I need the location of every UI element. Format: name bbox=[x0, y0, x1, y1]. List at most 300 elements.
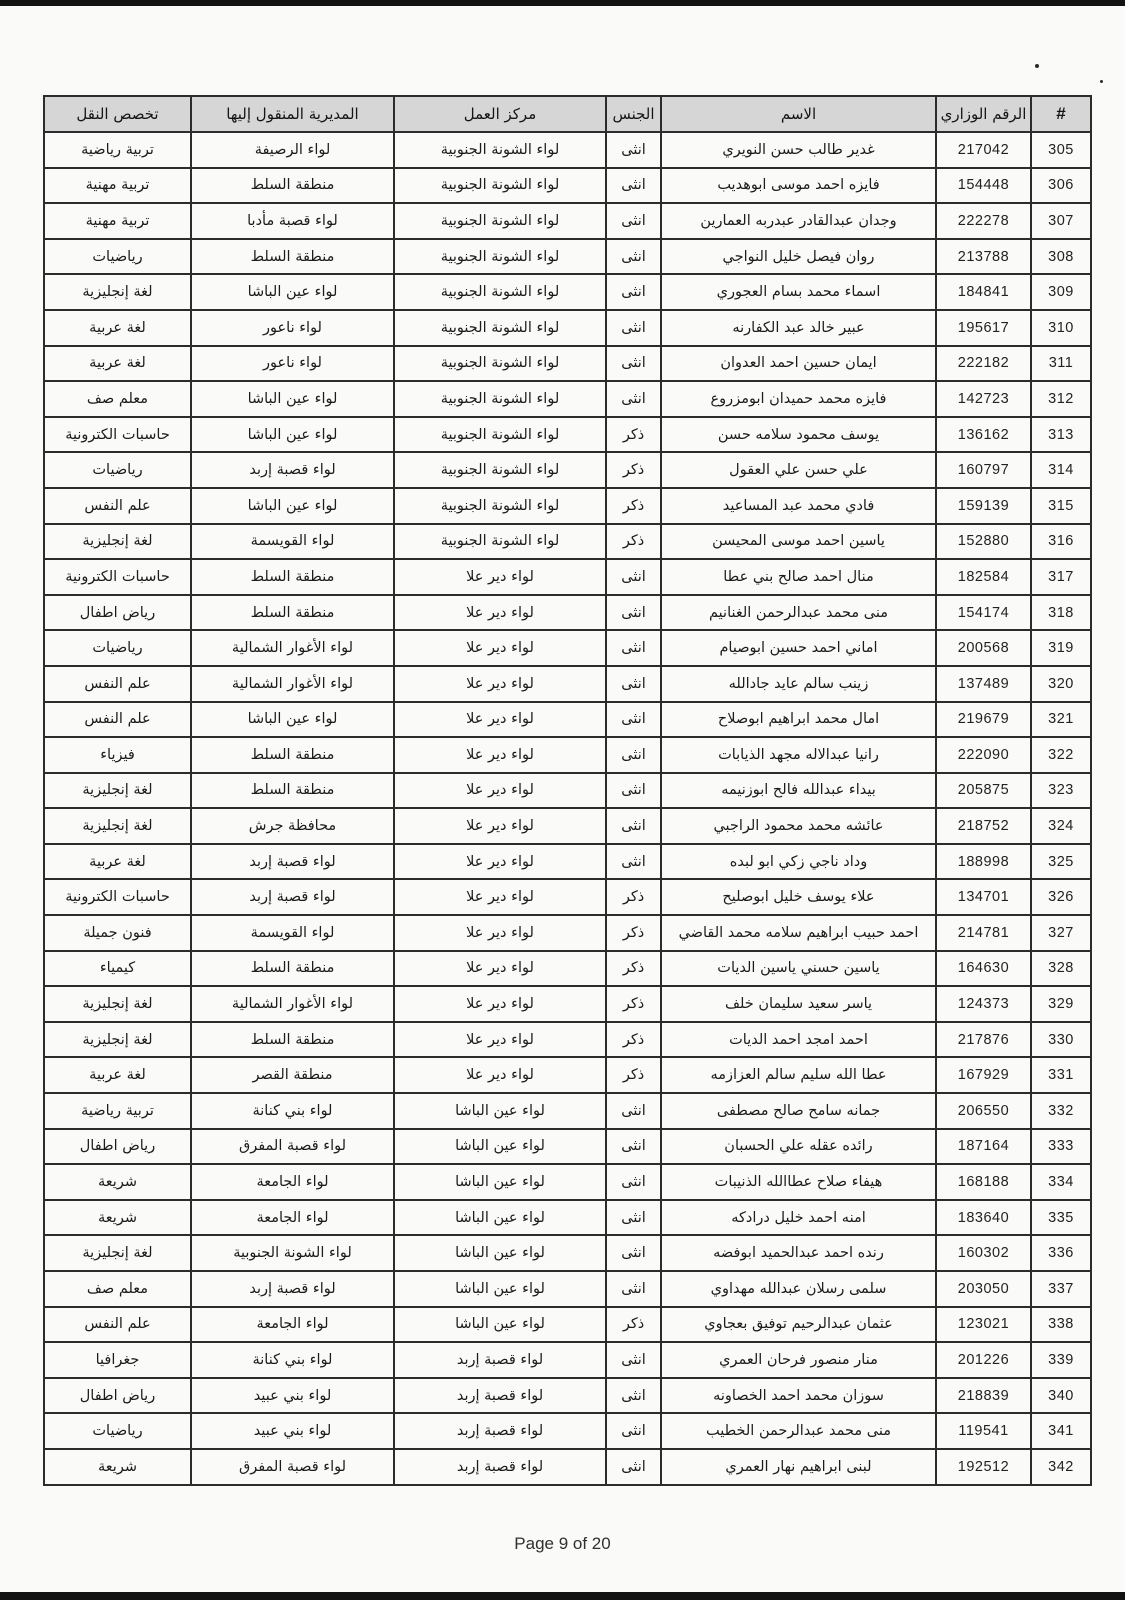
table-row bbox=[44, 1057, 1091, 1093]
page-number-footer: Page 9 of 20 bbox=[514, 1534, 611, 1553]
cell-name: ياسر سعيد سليمان خلف bbox=[661, 986, 936, 1022]
cell-directorate: لواء بني عبيد bbox=[191, 1378, 394, 1414]
cell-name: لبنى ابراهيم نهار العمري bbox=[661, 1449, 936, 1485]
cell-directorate: لواء عين الباشا bbox=[191, 702, 394, 738]
cell-work_center: لواء عين الباشا bbox=[394, 1235, 606, 1271]
cell-ministry_no: 142723 bbox=[936, 381, 1031, 417]
cell-name: رائده عقله علي الحسبان bbox=[661, 1129, 936, 1165]
cell-num: 311 bbox=[1031, 346, 1091, 382]
cell-ministry_no: 164630 bbox=[936, 951, 1031, 987]
cell-ministry_no: 154174 bbox=[936, 595, 1031, 631]
cell-directorate: منطقة السلط bbox=[191, 239, 394, 275]
cell-name: هيفاء صلاح عطاالله الذنيبات bbox=[661, 1164, 936, 1200]
cell-gender: انثى bbox=[606, 1449, 661, 1485]
cell-ministry_no: 201226 bbox=[936, 1342, 1031, 1378]
cell-directorate: لواء الأغوار الشمالية bbox=[191, 630, 394, 666]
column-header: الاسم bbox=[661, 96, 936, 132]
cell-gender: ذكر bbox=[606, 915, 661, 951]
cell-gender: انثى bbox=[606, 1164, 661, 1200]
cell-name: منار منصور فرحان العمري bbox=[661, 1342, 936, 1378]
cell-directorate: لواء الرصيفة bbox=[191, 132, 394, 168]
cell-gender: انثى bbox=[606, 630, 661, 666]
column-header: الجنس bbox=[606, 96, 661, 132]
cell-name: ياسين حسني ياسين الديات bbox=[661, 951, 936, 987]
cell-directorate: لواء عين الباشا bbox=[191, 274, 394, 310]
cell-specialization: معلم صف bbox=[44, 381, 191, 417]
cell-directorate: لواء الشونة الجنوبية bbox=[191, 1235, 394, 1271]
cell-directorate: منطقة السلط bbox=[191, 168, 394, 204]
cell-name: اماني احمد حسين ابوصيام bbox=[661, 630, 936, 666]
column-header: الرقم الوزاري bbox=[936, 96, 1031, 132]
cell-directorate: منطقة السلط bbox=[191, 773, 394, 809]
cell-directorate: لواء قصبة إربد bbox=[191, 844, 394, 880]
cell-num: 341 bbox=[1031, 1413, 1091, 1449]
table-row bbox=[44, 203, 1091, 239]
table-row bbox=[44, 168, 1091, 204]
cell-gender: انثى bbox=[606, 346, 661, 382]
cell-work_center: لواء الشونة الجنوبية bbox=[394, 417, 606, 453]
cell-gender: انثى bbox=[606, 1378, 661, 1414]
cell-work_center: لواء قصبة إربد bbox=[394, 1413, 606, 1449]
cell-num: 312 bbox=[1031, 381, 1091, 417]
table-row bbox=[44, 879, 1091, 915]
table-row bbox=[44, 417, 1091, 453]
teacher-transfer-table bbox=[43, 95, 1092, 1486]
cell-directorate: لواء قصبة المفرق bbox=[191, 1129, 394, 1165]
table-row bbox=[44, 1271, 1091, 1307]
table-row bbox=[44, 132, 1091, 168]
cell-num: 305 bbox=[1031, 132, 1091, 168]
cell-gender: انثى bbox=[606, 1093, 661, 1129]
cell-gender: انثى bbox=[606, 381, 661, 417]
cell-num: 309 bbox=[1031, 274, 1091, 310]
cell-num: 332 bbox=[1031, 1093, 1091, 1129]
cell-num: 339 bbox=[1031, 1342, 1091, 1378]
cell-directorate: منطقة القصر bbox=[191, 1057, 394, 1093]
cell-gender: ذكر bbox=[606, 488, 661, 524]
cell-work_center: لواء دير علا bbox=[394, 1022, 606, 1058]
scan-speck bbox=[1035, 64, 1039, 68]
cell-gender: انثى bbox=[606, 168, 661, 204]
cell-name: زينب سالم عايد جادالله bbox=[661, 666, 936, 702]
cell-work_center: لواء الشونة الجنوبية bbox=[394, 274, 606, 310]
cell-gender: انثى bbox=[606, 1129, 661, 1165]
scan-speck bbox=[1100, 80, 1103, 83]
cell-num: 318 bbox=[1031, 595, 1091, 631]
table-row bbox=[44, 808, 1091, 844]
cell-specialization: لغة إنجليزية bbox=[44, 986, 191, 1022]
cell-work_center: لواء دير علا bbox=[394, 630, 606, 666]
cell-gender: انثى bbox=[606, 666, 661, 702]
cell-name: يوسف محمود سلامه حسن bbox=[661, 417, 936, 453]
cell-name: احمد حبيب ابراهيم سلامه محمد القاضي bbox=[661, 915, 936, 951]
table-row bbox=[44, 1200, 1091, 1236]
cell-directorate: لواء قصبة إربد bbox=[191, 452, 394, 488]
cell-specialization: تربية رياضية bbox=[44, 132, 191, 168]
cell-name: فايزه محمد حميدان ابومزروع bbox=[661, 381, 936, 417]
cell-name: ياسين احمد موسى المحيسن bbox=[661, 524, 936, 560]
cell-ministry_no: 119541 bbox=[936, 1413, 1031, 1449]
cell-directorate: لواء بني كنانة bbox=[191, 1342, 394, 1378]
cell-directorate: لواء الجامعة bbox=[191, 1164, 394, 1200]
cell-ministry_no: 218752 bbox=[936, 808, 1031, 844]
table-row bbox=[44, 452, 1091, 488]
cell-work_center: لواء الشونة الجنوبية bbox=[394, 346, 606, 382]
cell-ministry_no: 222182 bbox=[936, 346, 1031, 382]
cell-specialization: شريعة bbox=[44, 1200, 191, 1236]
cell-ministry_no: 217876 bbox=[936, 1022, 1031, 1058]
cell-work_center: لواء الشونة الجنوبية bbox=[394, 239, 606, 275]
cell-gender: انثى bbox=[606, 559, 661, 595]
table-row bbox=[44, 381, 1091, 417]
header-row bbox=[44, 96, 1091, 132]
cell-num: 308 bbox=[1031, 239, 1091, 275]
cell-gender: انثى bbox=[606, 1413, 661, 1449]
table-row bbox=[44, 951, 1091, 987]
cell-ministry_no: 187164 bbox=[936, 1129, 1031, 1165]
cell-ministry_no: 184841 bbox=[936, 274, 1031, 310]
cell-ministry_no: 206550 bbox=[936, 1093, 1031, 1129]
cell-specialization: لغة إنجليزية bbox=[44, 773, 191, 809]
cell-gender: ذكر bbox=[606, 1057, 661, 1093]
cell-specialization: رياض اطفال bbox=[44, 595, 191, 631]
cell-num: 306 bbox=[1031, 168, 1091, 204]
cell-work_center: لواء دير علا bbox=[394, 702, 606, 738]
cell-name: جمانه سامح صالح مصطفى bbox=[661, 1093, 936, 1129]
cell-num: 328 bbox=[1031, 951, 1091, 987]
cell-specialization: حاسبات الكترونية bbox=[44, 559, 191, 595]
cell-num: 326 bbox=[1031, 879, 1091, 915]
table-row bbox=[44, 773, 1091, 809]
cell-num: 307 bbox=[1031, 203, 1091, 239]
table-row bbox=[44, 630, 1091, 666]
cell-num: 314 bbox=[1031, 452, 1091, 488]
cell-name: عطا الله سليم سالم العزازمه bbox=[661, 1057, 936, 1093]
scan-edge-top bbox=[0, 0, 1125, 6]
cell-specialization: كيمياء bbox=[44, 951, 191, 987]
cell-gender: انثى bbox=[606, 274, 661, 310]
cell-ministry_no: 124373 bbox=[936, 986, 1031, 1022]
cell-num: 315 bbox=[1031, 488, 1091, 524]
table-row bbox=[44, 559, 1091, 595]
table-row bbox=[44, 915, 1091, 951]
cell-specialization: حاسبات الكترونية bbox=[44, 417, 191, 453]
cell-directorate: لواء قصبة المفرق bbox=[191, 1449, 394, 1485]
cell-num: 335 bbox=[1031, 1200, 1091, 1236]
cell-ministry_no: 222278 bbox=[936, 203, 1031, 239]
cell-name: علي حسن علي العقول bbox=[661, 452, 936, 488]
table-row bbox=[44, 1342, 1091, 1378]
cell-name: عثمان عبدالرحيم توفيق بعجاوي bbox=[661, 1307, 936, 1343]
cell-num: 342 bbox=[1031, 1449, 1091, 1485]
cell-specialization: لغة إنجليزية bbox=[44, 524, 191, 560]
cell-work_center: لواء دير علا bbox=[394, 879, 606, 915]
table-row bbox=[44, 1129, 1091, 1165]
cell-name: بيداء عبدالله فالح ابوزنيمه bbox=[661, 773, 936, 809]
cell-work_center: لواء الشونة الجنوبية bbox=[394, 168, 606, 204]
cell-ministry_no: 159139 bbox=[936, 488, 1031, 524]
cell-gender: انثى bbox=[606, 1200, 661, 1236]
cell-ministry_no: 167929 bbox=[936, 1057, 1031, 1093]
cell-num: 316 bbox=[1031, 524, 1091, 560]
cell-ministry_no: 205875 bbox=[936, 773, 1031, 809]
table-row bbox=[44, 1022, 1091, 1058]
cell-ministry_no: 152880 bbox=[936, 524, 1031, 560]
cell-num: 329 bbox=[1031, 986, 1091, 1022]
cell-directorate: منطقة السلط bbox=[191, 1022, 394, 1058]
cell-directorate: لواء بني كنانة bbox=[191, 1093, 394, 1129]
cell-work_center: لواء الشونة الجنوبية bbox=[394, 381, 606, 417]
cell-gender: ذكر bbox=[606, 524, 661, 560]
cell-specialization: علم النفس bbox=[44, 702, 191, 738]
cell-work_center: لواء قصبة إربد bbox=[394, 1449, 606, 1485]
cell-name: علاء يوسف خليل ابوصليح bbox=[661, 879, 936, 915]
cell-name: وجدان عبدالقادر عبدربه العمارين bbox=[661, 203, 936, 239]
table-row bbox=[44, 702, 1091, 738]
column-header: المديرية المنقول إليها bbox=[191, 96, 394, 132]
cell-directorate: لواء عين الباشا bbox=[191, 381, 394, 417]
cell-ministry_no: 195617 bbox=[936, 310, 1031, 346]
cell-specialization: علم النفس bbox=[44, 666, 191, 702]
cell-gender: ذكر bbox=[606, 417, 661, 453]
table-row bbox=[44, 1093, 1091, 1129]
cell-gender: انثى bbox=[606, 773, 661, 809]
cell-work_center: لواء الشونة الجنوبية bbox=[394, 203, 606, 239]
column-header: مركز العمل bbox=[394, 96, 606, 132]
cell-name: احمد امجد احمد الديات bbox=[661, 1022, 936, 1058]
table-row bbox=[44, 986, 1091, 1022]
cell-ministry_no: 134701 bbox=[936, 879, 1031, 915]
cell-num: 340 bbox=[1031, 1378, 1091, 1414]
cell-gender: ذكر bbox=[606, 1022, 661, 1058]
cell-specialization: تربية مهنية bbox=[44, 168, 191, 204]
cell-name: وداد ناجي زكي ابو لبده bbox=[661, 844, 936, 880]
cell-num: 319 bbox=[1031, 630, 1091, 666]
cell-specialization: رياضيات bbox=[44, 452, 191, 488]
cell-ministry_no: 160797 bbox=[936, 452, 1031, 488]
cell-work_center: لواء الشونة الجنوبية bbox=[394, 524, 606, 560]
cell-gender: ذكر bbox=[606, 951, 661, 987]
table-body bbox=[44, 132, 1091, 1485]
cell-specialization: جغرافيا bbox=[44, 1342, 191, 1378]
table-row bbox=[44, 595, 1091, 631]
cell-gender: ذكر bbox=[606, 986, 661, 1022]
cell-directorate: لواء الجامعة bbox=[191, 1307, 394, 1343]
cell-specialization: لغة عربية bbox=[44, 346, 191, 382]
cell-name: سلمى رسلان عبدالله مهداوي bbox=[661, 1271, 936, 1307]
table-row bbox=[44, 1235, 1091, 1271]
cell-num: 330 bbox=[1031, 1022, 1091, 1058]
cell-num: 336 bbox=[1031, 1235, 1091, 1271]
cell-gender: ذكر bbox=[606, 452, 661, 488]
cell-name: منال احمد صالح بني عطا bbox=[661, 559, 936, 595]
table-row bbox=[44, 524, 1091, 560]
cell-num: 313 bbox=[1031, 417, 1091, 453]
table-row bbox=[44, 488, 1091, 524]
cell-work_center: لواء دير علا bbox=[394, 737, 606, 773]
cell-specialization: لغة عربية bbox=[44, 1057, 191, 1093]
table-row bbox=[44, 346, 1091, 382]
table-row bbox=[44, 274, 1091, 310]
cell-num: 333 bbox=[1031, 1129, 1091, 1165]
table-row bbox=[44, 1378, 1091, 1414]
cell-specialization: لغة إنجليزية bbox=[44, 1022, 191, 1058]
cell-num: 338 bbox=[1031, 1307, 1091, 1343]
cell-num: 325 bbox=[1031, 844, 1091, 880]
cell-ministry_no: 200568 bbox=[936, 630, 1031, 666]
cell-specialization: فيزياء bbox=[44, 737, 191, 773]
cell-directorate: لواء ناعور bbox=[191, 346, 394, 382]
cell-num: 324 bbox=[1031, 808, 1091, 844]
cell-gender: انثى bbox=[606, 737, 661, 773]
cell-work_center: لواء دير علا bbox=[394, 1057, 606, 1093]
cell-ministry_no: 123021 bbox=[936, 1307, 1031, 1343]
cell-specialization: لغة عربية bbox=[44, 844, 191, 880]
cell-ministry_no: 188998 bbox=[936, 844, 1031, 880]
cell-gender: انثى bbox=[606, 808, 661, 844]
cell-directorate: لواء قصبة إربد bbox=[191, 879, 394, 915]
cell-ministry_no: 218839 bbox=[936, 1378, 1031, 1414]
cell-gender: انثى bbox=[606, 595, 661, 631]
cell-ministry_no: 217042 bbox=[936, 132, 1031, 168]
cell-specialization: شريعة bbox=[44, 1449, 191, 1485]
cell-num: 320 bbox=[1031, 666, 1091, 702]
cell-directorate: لواء ناعور bbox=[191, 310, 394, 346]
cell-name: ايمان حسين احمد العدوان bbox=[661, 346, 936, 382]
scan-edge-bottom bbox=[0, 1592, 1125, 1600]
cell-work_center: لواء دير علا bbox=[394, 844, 606, 880]
cell-work_center: لواء دير علا bbox=[394, 773, 606, 809]
cell-work_center: لواء عين الباشا bbox=[394, 1200, 606, 1236]
cell-directorate: لواء القويسمة bbox=[191, 524, 394, 560]
cell-ministry_no: 214781 bbox=[936, 915, 1031, 951]
cell-name: عائشه محمد محمود الراجبي bbox=[661, 808, 936, 844]
cell-num: 331 bbox=[1031, 1057, 1091, 1093]
cell-work_center: لواء الشونة الجنوبية bbox=[394, 488, 606, 524]
cell-directorate: لواء الجامعة bbox=[191, 1200, 394, 1236]
cell-ministry_no: 192512 bbox=[936, 1449, 1031, 1485]
cell-work_center: لواء قصبة إربد bbox=[394, 1378, 606, 1414]
cell-num: 334 bbox=[1031, 1164, 1091, 1200]
cell-specialization: تربية مهنية bbox=[44, 203, 191, 239]
cell-directorate: محافظة جرش bbox=[191, 808, 394, 844]
column-header: تخصص النقل bbox=[44, 96, 191, 132]
table-row bbox=[44, 1164, 1091, 1200]
cell-work_center: لواء دير علا bbox=[394, 951, 606, 987]
cell-name: اسماء محمد بسام العجوري bbox=[661, 274, 936, 310]
cell-directorate: منطقة السلط bbox=[191, 595, 394, 631]
cell-work_center: لواء دير علا bbox=[394, 559, 606, 595]
cell-work_center: لواء الشونة الجنوبية bbox=[394, 310, 606, 346]
cell-directorate: منطقة السلط bbox=[191, 951, 394, 987]
cell-directorate: منطقة السلط bbox=[191, 559, 394, 595]
cell-directorate: لواء قصبة إربد bbox=[191, 1271, 394, 1307]
cell-ministry_no: 222090 bbox=[936, 737, 1031, 773]
table-row bbox=[44, 1449, 1091, 1485]
cell-gender: انثى bbox=[606, 1271, 661, 1307]
cell-name: امال محمد ابراهيم ابوصلاح bbox=[661, 702, 936, 738]
cell-name: رنده احمد عبدالحميد ابوفضه bbox=[661, 1235, 936, 1271]
cell-gender: ذكر bbox=[606, 1307, 661, 1343]
cell-specialization: رياضيات bbox=[44, 630, 191, 666]
cell-ministry_no: 182584 bbox=[936, 559, 1031, 595]
cell-directorate: لواء عين الباشا bbox=[191, 488, 394, 524]
cell-work_center: لواء الشونة الجنوبية bbox=[394, 452, 606, 488]
cell-num: 310 bbox=[1031, 310, 1091, 346]
cell-specialization: لغة إنجليزية bbox=[44, 1235, 191, 1271]
table-row bbox=[44, 310, 1091, 346]
cell-ministry_no: 213788 bbox=[936, 239, 1031, 275]
cell-name: عبير خالد عبد الكفارنه bbox=[661, 310, 936, 346]
table-row bbox=[44, 844, 1091, 880]
cell-work_center: لواء دير علا bbox=[394, 808, 606, 844]
cell-work_center: لواء دير علا bbox=[394, 986, 606, 1022]
cell-directorate: لواء القويسمة bbox=[191, 915, 394, 951]
cell-name: فايزه احمد موسى ابوهديب bbox=[661, 168, 936, 204]
cell-ministry_no: 168188 bbox=[936, 1164, 1031, 1200]
cell-gender: انثى bbox=[606, 1235, 661, 1271]
cell-ministry_no: 183640 bbox=[936, 1200, 1031, 1236]
cell-name: منى محمد عبدالرحمن الغنانيم bbox=[661, 595, 936, 631]
cell-work_center: لواء دير علا bbox=[394, 915, 606, 951]
cell-gender: انثى bbox=[606, 310, 661, 346]
table-row bbox=[44, 239, 1091, 275]
cell-ministry_no: 137489 bbox=[936, 666, 1031, 702]
cell-work_center: لواء قصبة إربد bbox=[394, 1342, 606, 1378]
cell-specialization: شريعة bbox=[44, 1164, 191, 1200]
table-row bbox=[44, 737, 1091, 773]
cell-specialization: حاسبات الكترونية bbox=[44, 879, 191, 915]
cell-ministry_no: 154448 bbox=[936, 168, 1031, 204]
cell-gender: انثى bbox=[606, 132, 661, 168]
cell-ministry_no: 219679 bbox=[936, 702, 1031, 738]
cell-work_center: لواء عين الباشا bbox=[394, 1164, 606, 1200]
cell-gender: انثى bbox=[606, 239, 661, 275]
cell-specialization: لغة عربية bbox=[44, 310, 191, 346]
cell-num: 322 bbox=[1031, 737, 1091, 773]
cell-num: 327 bbox=[1031, 915, 1091, 951]
cell-gender: انثى bbox=[606, 702, 661, 738]
cell-name: فادي محمد عبد المساعيد bbox=[661, 488, 936, 524]
cell-specialization: علم النفس bbox=[44, 1307, 191, 1343]
cell-num: 321 bbox=[1031, 702, 1091, 738]
cell-work_center: لواء دير علا bbox=[394, 595, 606, 631]
cell-work_center: لواء دير علا bbox=[394, 666, 606, 702]
table-row bbox=[44, 1307, 1091, 1343]
table-row bbox=[44, 1413, 1091, 1449]
cell-specialization: رياض اطفال bbox=[44, 1378, 191, 1414]
cell-gender: انثى bbox=[606, 1342, 661, 1378]
cell-num: 337 bbox=[1031, 1271, 1091, 1307]
table-row bbox=[44, 666, 1091, 702]
cell-specialization: معلم صف bbox=[44, 1271, 191, 1307]
cell-num: 317 bbox=[1031, 559, 1091, 595]
cell-specialization: رياضيات bbox=[44, 1413, 191, 1449]
cell-gender: ذكر bbox=[606, 879, 661, 915]
column-header: # bbox=[1031, 96, 1091, 132]
cell-directorate: منطقة السلط bbox=[191, 737, 394, 773]
cell-name: رانيا عبدالاله مجهد الذيابات bbox=[661, 737, 936, 773]
cell-directorate: لواء قصبة مأدبا bbox=[191, 203, 394, 239]
cell-gender: انثى bbox=[606, 844, 661, 880]
cell-work_center: لواء الشونة الجنوبية bbox=[394, 132, 606, 168]
cell-name: امنه احمد خليل درادكه bbox=[661, 1200, 936, 1236]
cell-directorate: لواء عين الباشا bbox=[191, 417, 394, 453]
cell-ministry_no: 203050 bbox=[936, 1271, 1031, 1307]
cell-work_center: لواء عين الباشا bbox=[394, 1093, 606, 1129]
cell-name: روان فيصل خليل النواجي bbox=[661, 239, 936, 275]
cell-specialization: تربية رياضية bbox=[44, 1093, 191, 1129]
